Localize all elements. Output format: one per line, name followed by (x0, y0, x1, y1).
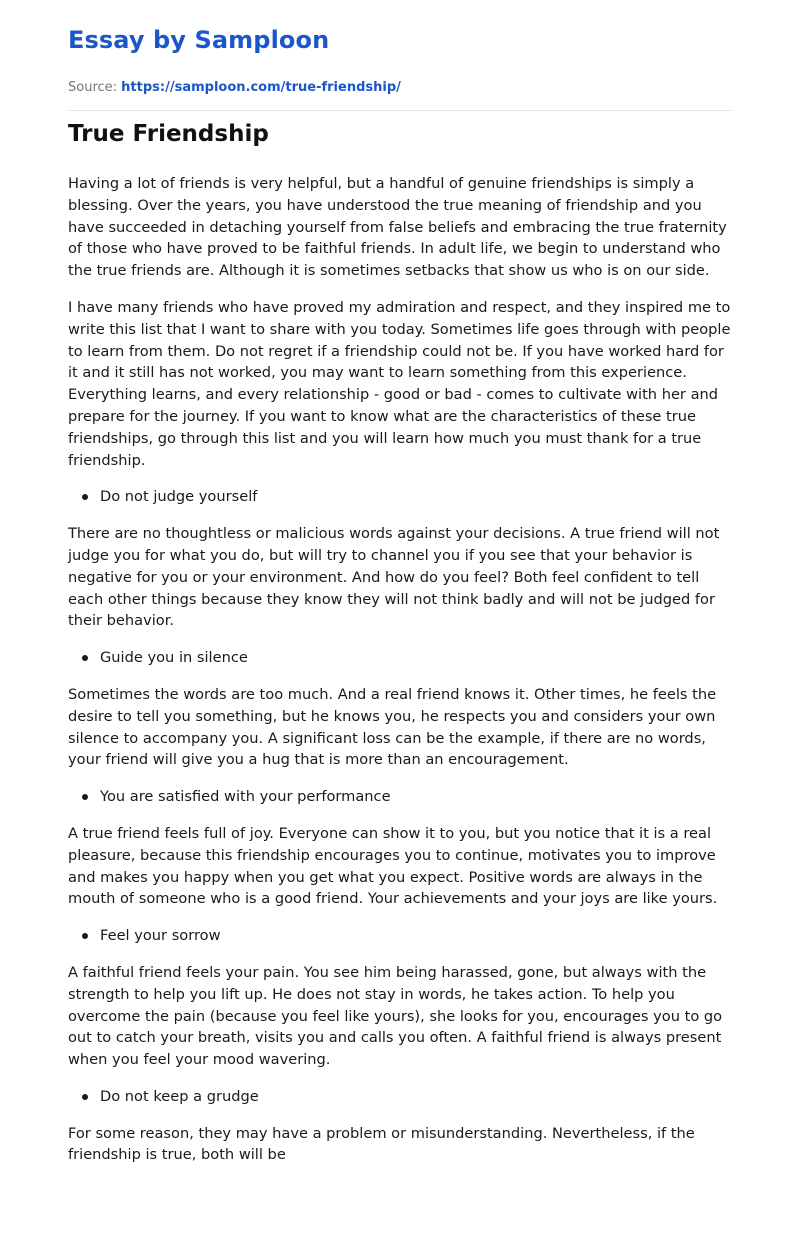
paragraph: There are no thoughtless or malicious words against your decisions. A true friend will not judge you for what you do, but will try to channel you if you see that your behavior is negative for you or your environment. And how do you feel? Both feel confident to tell each other things because they know they will not think badly and will not be judged for their behavior. (68, 525, 720, 630)
bullet-list (68, 486, 736, 508)
essay-title: True Friendship (68, 121, 269, 147)
bullet-list (68, 925, 736, 947)
list-item-text: Do not keep a grudge (100, 1087, 259, 1105)
source-line (68, 80, 401, 95)
bullet-icon (82, 794, 88, 800)
list-item-text: You are satisfied with your performance (100, 788, 391, 806)
bullet-icon (82, 933, 88, 939)
brand-title: Essay by Samploon (68, 26, 330, 54)
list-item (100, 925, 736, 947)
source-link[interactable]: https://samploon.com/true-friendship/ (121, 80, 401, 95)
source-label: Source: (68, 80, 118, 95)
list-item (100, 786, 736, 808)
list-item (100, 486, 736, 508)
list-item (100, 1086, 736, 1108)
paragraph: A true friend feels full of joy. Everyone can show it to you, but you notice that it is a real pleasure, because this friendship encourages you to continue, motivates you to improve and makes you happy when you get what you expect. Positive words are always in the mouth of someone who is a good friend. Your achievements and your joys are like yours. (68, 824, 718, 908)
header-divider (68, 110, 732, 111)
paragraph: Sometimes the words are too much. And a real friend knows it. Other times, he feels the desire to tell you something, but he knows you, he respects you and considers your own silence to accompany you. A significant loss can be the example, if there are no words, your friend will give you a hug that is more than an encouragement. (68, 685, 717, 769)
paragraph: Having a lot of friends is very helpful, but a handful of genuine friendships is simply a blessing. Over the years, you have understood the true meaning of friendship and you have succeeded in detaching yourself from false beliefs and embracing the true fraternity of those who have proved to be faithful friends. In adult life, we begin to understand who the true friends are. Although it is sometimes setbacks that show us who is on our side. (68, 175, 727, 280)
bullet-list (68, 1086, 736, 1108)
list-item-text: Feel your sorrow (100, 927, 221, 945)
bullet-list (68, 647, 736, 669)
paragraph: A faithful friend feels your pain. You see him being harassed, gone, but always with the strength to help you lift up. He does not stay in words, he takes action. To help you overcome the pain (because you feel like yours), she looks for you, encourages you to go out to catch your breath, visits you and calls you often. A faithful friend is always present when you feel your mood wavering. (68, 963, 723, 1069)
paragraph: For some reason, they may have a problem or misunderstanding. Nevertheless, if the friendship is true, both will be (68, 1124, 695, 1164)
bullet-list (68, 786, 736, 808)
paragraph: I have many friends who have proved my admiration and respect, and they inspired me to write this list that I want to share with you today. Sometimes life goes through with people to learn from them. Do not regret if a friendship could not be. If you have worked hard for it and it still has not worked, you may want to learn something from this experience. Everything learns, and every relationship - good or bad - comes to cultivate with her and prepare for the journey. If you want to know what are the characteristics of these true friendships, go through this list and you will learn how much you must thank for a true friendship. (68, 298, 731, 469)
list-item (100, 647, 736, 669)
list-item-text: Guide you in silence (100, 649, 248, 667)
bullet-icon (82, 494, 88, 500)
bullet-icon (82, 1094, 88, 1100)
list-item-text: Do not judge yourself (100, 488, 258, 506)
bullet-icon (82, 655, 88, 661)
essay-body (68, 173, 736, 1181)
